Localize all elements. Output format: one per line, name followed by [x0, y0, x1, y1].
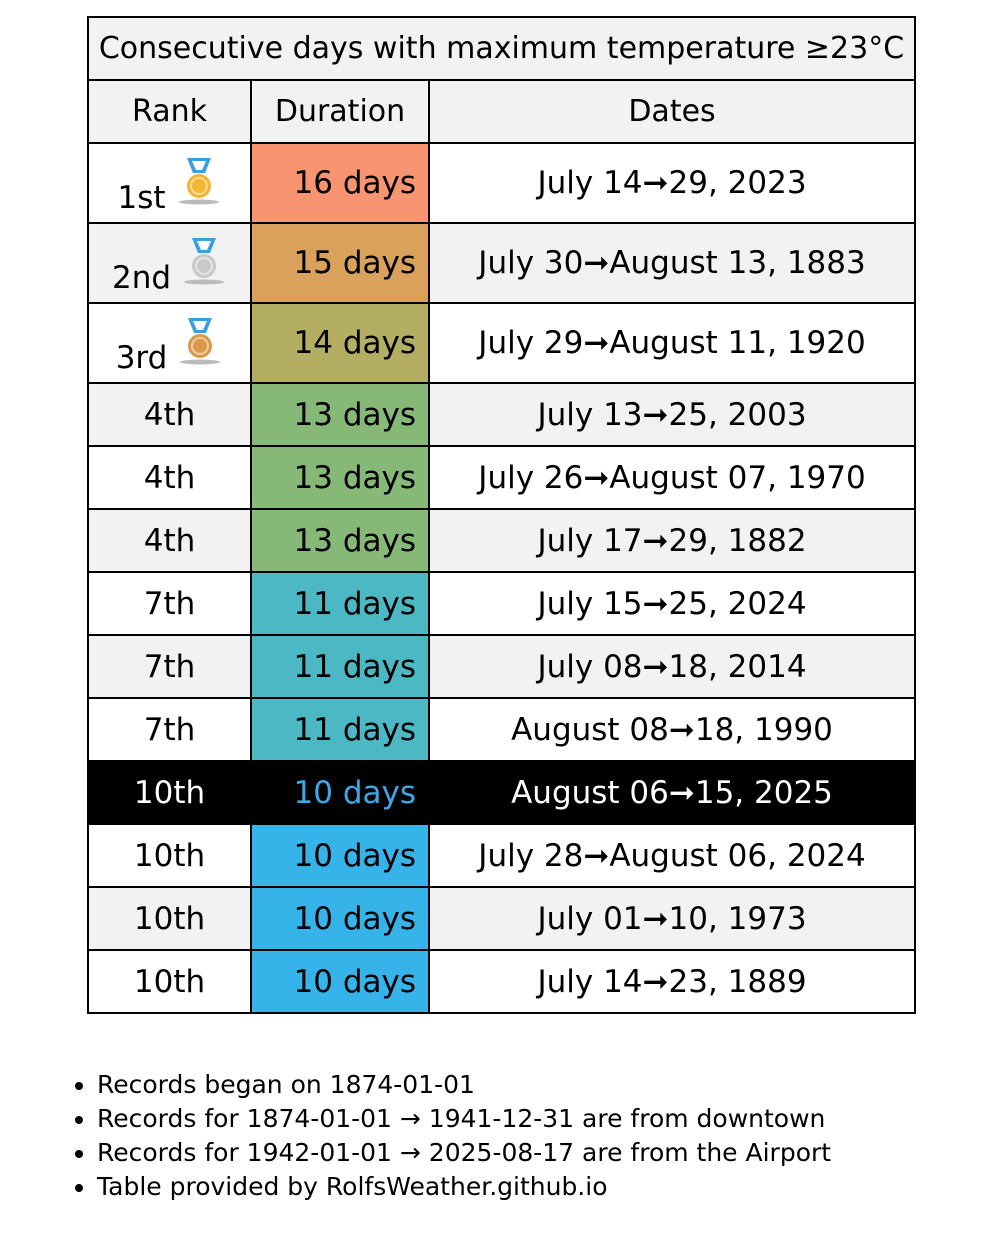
table-row [88, 950, 915, 1013]
rank-cell [88, 303, 251, 383]
rank-with-medal [111, 238, 227, 296]
dates-cell: July 26➞August 07, 1970 [429, 446, 915, 509]
table-row [88, 698, 915, 761]
note-item: • Table provided by RolfsWeather.github.io [97, 1170, 831, 1204]
rank-cell: 4th [88, 383, 251, 446]
column-header-rank: Rank [88, 80, 251, 143]
rank-cell: 7th [88, 635, 251, 698]
dates-cell: July 14➞29, 2023 [429, 143, 915, 223]
note-item: • Records for 1874-01-01 → 1941-12-31 are from downtown [97, 1102, 831, 1136]
duration-cell: 10 days [251, 950, 429, 1013]
dates-cell: July 17➞29, 1882 [429, 509, 915, 572]
table-row [88, 143, 915, 223]
dates-cell: July 30➞August 13, 1883 [429, 223, 915, 303]
note-item: • Records for 1942-01-01 → 2025-08-17 are from the Airport [97, 1136, 831, 1170]
table-row [88, 761, 915, 824]
duration-cell: 11 days [251, 572, 429, 635]
rank-with-medal [115, 318, 224, 376]
note-item: • Records began on 1874-01-01 [97, 1068, 831, 1102]
dates-cell: July 15➞25, 2024 [429, 572, 915, 635]
rank-with-medal [117, 158, 221, 216]
table-row [88, 824, 915, 887]
duration-cell: 10 days [251, 824, 429, 887]
dates-cell: July 14➞23, 1889 [429, 950, 915, 1013]
rank-label: 1st [117, 180, 166, 216]
duration-cell: 13 days [251, 383, 429, 446]
gold-medal-icon [176, 156, 222, 206]
dates-cell: July 13➞25, 2003 [429, 383, 915, 446]
rank-cell: 10th [88, 950, 251, 1013]
table-row [88, 572, 915, 635]
notes-list [55, 1068, 831, 1204]
rank-cell: 10th [88, 761, 251, 824]
duration-cell: 13 days [251, 446, 429, 509]
table-body [88, 143, 915, 1013]
duration-cell: 16 days [251, 143, 429, 223]
duration-cell: 14 days [251, 303, 429, 383]
rank-cell: 4th [88, 446, 251, 509]
records-table [87, 16, 916, 1014]
rank-label: 3rd [115, 340, 168, 376]
duration-cell: 13 days [251, 509, 429, 572]
table-row [88, 446, 915, 509]
duration-cell: 15 days [251, 223, 429, 303]
rank-cell: 10th [88, 887, 251, 950]
dates-cell: July 08➞18, 2014 [429, 635, 915, 698]
table-row [88, 887, 915, 950]
rank-cell: 10th [88, 824, 251, 887]
table-row [88, 509, 915, 572]
table-row [88, 635, 915, 698]
rank-cell: 4th [88, 509, 251, 572]
rank-cell: 7th [88, 572, 251, 635]
rank-cell [88, 223, 251, 303]
table-row [88, 303, 915, 383]
rank-cell: 7th [88, 698, 251, 761]
dates-cell: July 29➞August 11, 1920 [429, 303, 915, 383]
table-title: Consecutive days with maximum temperature ≥23°C [88, 17, 915, 80]
column-header-duration: Duration [251, 80, 429, 143]
bronze-medal-icon [177, 316, 223, 366]
duration-cell: 10 days [251, 761, 429, 824]
column-header-dates: Dates [429, 80, 915, 143]
table-row [88, 383, 915, 446]
duration-cell: 10 days [251, 887, 429, 950]
duration-cell: 11 days [251, 698, 429, 761]
rank-label: 2nd [111, 260, 172, 296]
rank-cell [88, 143, 251, 223]
dates-cell: August 06➞15, 2025 [429, 761, 915, 824]
silver-medal-icon [181, 236, 227, 286]
duration-cell: 11 days [251, 635, 429, 698]
table-row [88, 223, 915, 303]
dates-cell: August 08➞18, 1990 [429, 698, 915, 761]
dates-cell: July 28➞August 06, 2024 [429, 824, 915, 887]
dates-cell: July 01➞10, 1973 [429, 887, 915, 950]
